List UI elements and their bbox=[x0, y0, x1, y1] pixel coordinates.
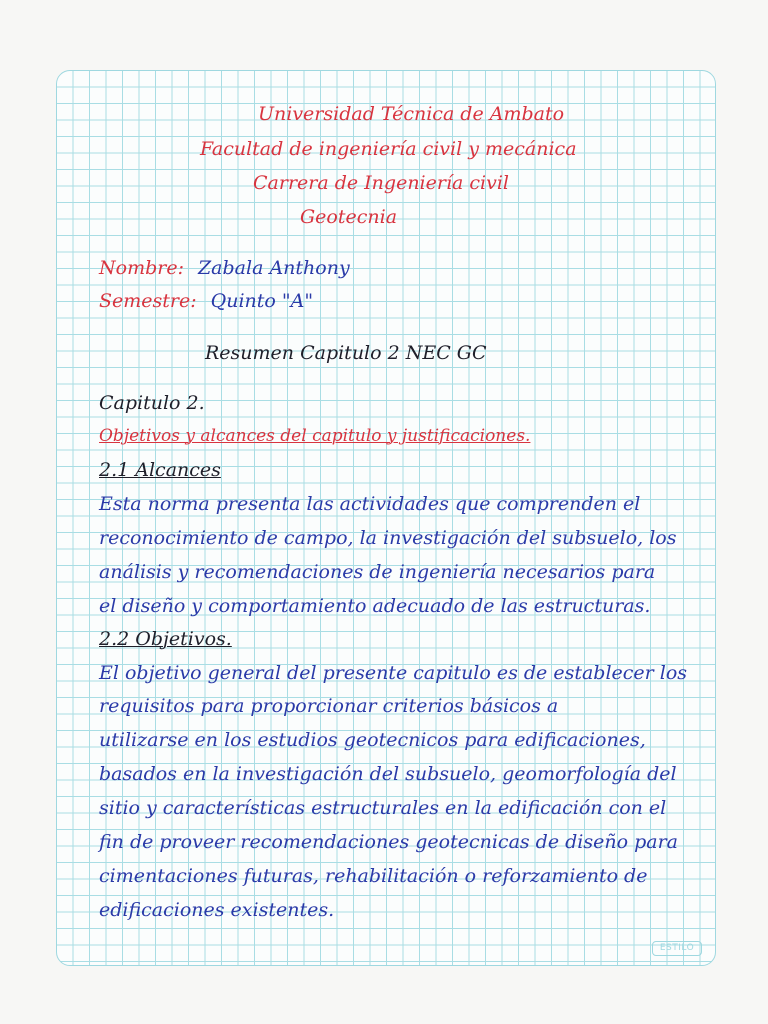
objectives-line: utilizarse en los estudios geotecnicos para edificaciones, bbox=[99, 729, 646, 751]
objectives-line: basados en la investigación del subsuelo, geomorfología del bbox=[99, 763, 677, 785]
paper-brand-logo: ESTILO bbox=[652, 941, 702, 956]
student-name-row bbox=[99, 257, 350, 279]
objectives-line: edificaciones existentes. bbox=[99, 899, 335, 921]
name-value: Zabala Anthony bbox=[197, 257, 350, 279]
objectives-line: cimentaciones futuras, rehabilitación o reforzamiento de bbox=[99, 865, 648, 887]
objectives-line: requisitos para proporcionar criterios básicos a bbox=[99, 695, 559, 717]
objectives-line: sitio y características estructurales en la edificación con el bbox=[99, 797, 667, 819]
scope-line: análisis y recomendaciones de ingeniería necesarios para bbox=[99, 561, 656, 583]
name-label: Nombre: bbox=[99, 257, 184, 279]
scope-line: reconocimiento de campo, la investigación del subsuelo, los bbox=[99, 527, 677, 549]
career-name: Carrera de Ingeniería civil bbox=[253, 172, 510, 194]
semester-label: Semestre: bbox=[99, 290, 197, 312]
scope-heading: 2.1 Alcances bbox=[99, 459, 221, 481]
subject-name: Geotecnia bbox=[300, 206, 398, 228]
objectives-heading: 2.2 Objetivos. bbox=[99, 628, 232, 650]
student-semester-row bbox=[99, 290, 313, 312]
semester-value: Quinto "A" bbox=[210, 290, 314, 312]
university-name: Universidad Técnica de Ambato bbox=[258, 103, 565, 125]
scope-line: Esta norma presenta las actividades que comprenden el bbox=[99, 493, 641, 515]
chapter-heading: Capitulo 2. bbox=[99, 392, 205, 414]
faculty-name: Facultad de ingeniería civil y mecánica bbox=[200, 138, 577, 160]
summary-title: Resumen Capitulo 2 NEC GC bbox=[205, 342, 487, 364]
objectives-line: fin de proveer recomendaciones geotecnicas de diseño para bbox=[99, 831, 678, 853]
objectives-line: El objetivo general del presente capitulo es de establecer los bbox=[99, 662, 688, 684]
chapter-subheading: Objetivos y alcances del capitulo y justificaciones. bbox=[99, 426, 531, 446]
scope-line: el diseño y comportamiento adecuado de las estructuras. bbox=[99, 595, 651, 617]
